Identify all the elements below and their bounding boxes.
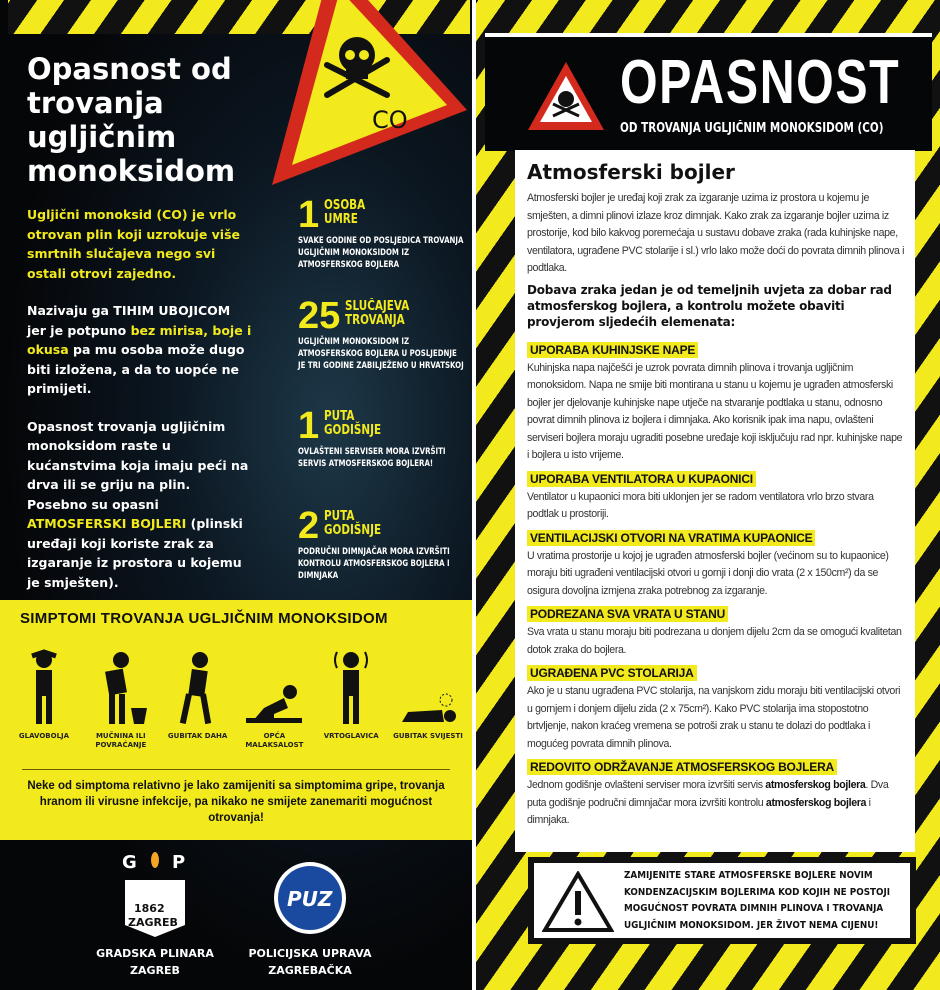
- text: (plinski uređaji koji koriste zrak za izgaranje iz prostora u kojemu je smješten).: [27, 516, 243, 590]
- intro-paragraph: Ugljični monoksid (CO) je vrlo otrovan plin koji uzrokuje više smrtnih slučajeva nego svi ostali otrovi zajedno.: [27, 207, 241, 281]
- header-title: OPASNOST: [620, 48, 901, 117]
- symptom-nausea: [85, 648, 157, 750]
- header-subtitle: OD TROVANJA UGLJIČNIM MONOKSIDOM (CO): [620, 121, 884, 136]
- stat-chimney: [298, 505, 468, 582]
- symptom-label: OPĆA MALAKSALOST: [245, 732, 304, 749]
- logo-gradska-plinara: [70, 850, 240, 979]
- stat-number: 1: [298, 194, 320, 236]
- stat-label-line: GODIŠNJE: [324, 423, 382, 438]
- subsection-text: Sva vrata u stanu moraju biti podrezana u donjem dijelu 2cm da se omogući kvalitetan dotok zraka do bojlera.: [527, 626, 902, 656]
- stat-label-line: TROVANJA: [345, 313, 406, 328]
- highlight-text: bez mirisa, boje i okusa: [27, 322, 252, 357]
- subsection-title: VENTILACIJSKI OTVORI NA VRATIMA KUPAONICE: [527, 530, 815, 546]
- warning-line: ZAMIJENITE STARE ATMOSFERSKE BOJLERE NOVIM: [624, 870, 873, 881]
- stat-desc: UGLJIČNIM MONOKSIDOM IZ ATMOSFERSKOG BOJLERA U POSLJEDNJE JE TRI GODINE ZABILJEŽENO U HRVATSKOJ: [298, 337, 464, 371]
- stat-label-line: UMRE: [324, 212, 359, 227]
- headache-figure-icon: [14, 648, 74, 726]
- skull-warning-sign-icon: [262, 0, 472, 190]
- dizziness-figure-icon: [321, 648, 381, 726]
- stat-desc: PODRUČNI DIMNJAČAR MORA IZVRŠITI KONTROLU ATMOSFERSKOG BOJLERA I DIMNJAKA: [298, 547, 450, 581]
- stat-label-line: GODIŠNJE: [324, 523, 382, 538]
- symptom-unconscious: [392, 648, 464, 750]
- content-box: [515, 150, 915, 852]
- subsection-title: UPORABA VENTILATORA U KUPAONICI: [527, 471, 756, 487]
- subsection-text: Ako je u stanu ugrađena PVC stolarija, na vanjskom zidu moraju biti ventilacijski otvori u gornjem i donjem dijelu zida (2 x 75cm²). Kako PVC stolarija ima stopostotno brtvljenje, nakon kraćeg vremena se potroši zrak u stanu te dolazi do podtlaka i mogućeg povrata dimnih plinova.: [527, 685, 901, 750]
- subsection-title: UPORABA KUHINJSKE NAPE: [527, 342, 698, 358]
- header-banner: [485, 33, 932, 151]
- logo-name: GRADSKA PLINARA: [96, 947, 214, 960]
- stat-label-line: OSOBA: [324, 198, 366, 213]
- stat-desc: SVAKE GODINE OD POSLJEDICA TROVANJA UGLJIČNIM MONOKSIDOM IZ ATMOSFERSKOG BOJLERA: [298, 236, 464, 270]
- stat-label: [324, 199, 365, 227]
- stat-label-line: SLUČAJEVA: [345, 299, 410, 314]
- skull-warning-icon: [525, 59, 607, 133]
- warning-box: [528, 857, 916, 944]
- stat-label: [324, 410, 381, 438]
- exclamation-warning-icon: [542, 871, 614, 933]
- gradska-plinara-logo-icon: [120, 850, 190, 940]
- symptom-label: MUČNINA ILI POVRAĆANJE: [95, 732, 147, 749]
- logo-letters: PUZ: [287, 887, 333, 911]
- stat-service: [298, 405, 468, 470]
- warning-line: UGLJIČNIM MONOKSIDOM. JER ŽIVOT NEMA CIJENU!: [624, 919, 879, 931]
- stat-deaths: [298, 194, 468, 271]
- stat-cases: [298, 295, 468, 372]
- breath-loss-figure-icon: [168, 648, 228, 726]
- subsection-title: UGRAĐENA PVC STOLARIJA: [527, 665, 697, 681]
- intro-text: [27, 205, 252, 610]
- subsection-text: U vratima prostorije u kojoj je ugrađen atmosferski bojler (većinom su to kupaonice) moraju biti ugrađeni ventilacijski otvori u gornji i donji dio vrata (2 x 150cm²) da se osigura dovoljna izmjena zraka potrebnog za izgaranje.: [527, 549, 889, 597]
- subsection-title: REDOVITO ODRŽAVANJE ATMOSFERSKOG BOJLERA: [527, 759, 837, 775]
- symptom-label: GUBITAK SVIJESTI: [393, 732, 463, 740]
- stat-label-line: PUTA: [324, 409, 355, 424]
- symptom-label: VRTOGLAVICA: [323, 732, 379, 740]
- symptoms-note: Neke od simptoma relativno je lako zamijeniti sa simptomima gripe, trovanja hranom ili virusne infekcije, pa nikako ne smijete zanemariti mogućnost otrovanja!: [27, 780, 445, 824]
- unconscious-figure-icon: [398, 648, 458, 726]
- subsection-title: PODREZANA SVA VRATA U STANU: [527, 606, 728, 622]
- warning-line: MOGUĆNOST POVRATA DIMNIH PLINOVA I TROVANJA: [624, 903, 884, 914]
- subsection-text: Kuhinjska napa najčešći je uzrok povrata dimnih plinova i trovanja ugljičnim monoksidom. Napa ne smije biti montirana u stanu u kojemu je ugrađen atmosferski bojler jer djelovanje kuhinjske nape utječe na stvaranje podtlaka u stanu, odnosno povrat dimnih plinova iz bojlera i dimnjaka. Ako korisnik ipak ima napu, ovlašteni serviseri bojlera moraju ugraditi posebne uređaje koji isključuju rad npr. kuhinjske nape i bojlera u isto vrijeme.: [527, 361, 903, 461]
- nausea-figure-icon: [91, 648, 151, 726]
- symptom-breath: [162, 648, 234, 750]
- symptom-weakness: [238, 648, 310, 750]
- subsection-text: Ventilator u kupaonici mora biti uklonjen jer se radom ventilatora vrlo brzo stvara podtlak u prostoriji.: [527, 490, 874, 520]
- stat-number: 1: [298, 405, 320, 447]
- logo-city: ZAGREB: [128, 916, 178, 929]
- stat-number: 25: [298, 295, 341, 337]
- intro-paragraph: [27, 301, 252, 399]
- text: pa mu osoba može dugo biti izložena, a da to uopće ne primijeti.: [27, 342, 245, 396]
- svg-text:P: P: [172, 852, 186, 873]
- svg-text:G: G: [122, 852, 137, 873]
- stat-number: 2: [298, 505, 320, 547]
- stat-label: [345, 300, 409, 328]
- bold-text: atmosferskog bojlera: [765, 796, 867, 809]
- intro-paragraph: Atmosferski bojler je uređaj koji zrak za izgaranje uzima iz prostora u kojemu je smješten, a dimni plinovi izlaze kroz dimnjak. Kako zrak za izgaranje bojler uzima iz prostorije, kod bilo kakvog poremećaja u sustavu dobave zraka (rada kuhinjske nape, ventilatora, ugrađene PVC stolarije i sl.) vrlo lako može doći do povrata dimnih plinova i podtlaka.: [527, 192, 905, 274]
- logo-name: POLICIJSKA UPRAVA: [248, 947, 372, 960]
- symptom-headache: [8, 648, 80, 750]
- text: Opasnost trovanja ugljičnim monoksidom raste u kućanstvima koja imaju peći na drva ili se griju na plin. Posebno su opasni: [27, 418, 249, 512]
- divider: [22, 769, 450, 770]
- logo-name: ZAGREBAČKA: [268, 964, 352, 977]
- text: Nazivaju ga TIHIM UBOJICOM jer je potpuno: [27, 303, 231, 338]
- section-heading: Atmosferski bojler: [527, 160, 735, 184]
- text: Jednom godišnje ovlašteni serviser mora izvršiti servis: [527, 779, 766, 791]
- text: i dimnjaka.: [527, 796, 871, 826]
- page-title: Opasnost od trovanja ugljičnim monoksidom: [27, 52, 236, 188]
- co-label: CO: [372, 106, 408, 134]
- subsection-text: [527, 777, 905, 830]
- warning-line: KONDENZACIJSKIM BOJLERIMA KOD KOJIH NE POSTOJI: [624, 886, 891, 898]
- stat-label-line: PUTA: [324, 509, 355, 524]
- logo-name: ZAGREB: [130, 964, 180, 977]
- weakness-figure-icon: [244, 648, 304, 726]
- police-badge-icon: [265, 850, 355, 940]
- bold-text: atmosferskog bojlera: [765, 779, 866, 791]
- symptom-label: GLAVOBOLJA: [18, 732, 70, 740]
- highlight-text: ATMOSFERSKI BOJLERI: [27, 516, 187, 531]
- intro-paragraph: [27, 417, 252, 593]
- symptom-label: GUBITAK DAHA: [167, 732, 228, 740]
- symptom-dizziness: [315, 648, 387, 750]
- stat-desc: OVLAŠTENI SERVISER MORA IZVRŠITI SERVIS ATMOSFERSKOG BOJLERA!: [298, 447, 446, 469]
- warning-text: [624, 868, 891, 934]
- symptoms-section: [0, 600, 472, 840]
- logo-policija: [225, 850, 395, 979]
- symptoms-title: SIMPTOMI TROVANJA UGLJIČNIM MONOKSIDOM: [20, 610, 388, 627]
- stat-label: [324, 510, 381, 538]
- lead-text: Dobava zraka jedan je od temeljnih uvjeta za dobar rad atmosferskog bojlera, a kontrolu možete obaviti provjerom sljedećih elemenata:: [527, 282, 892, 329]
- text: . Dva puta godišnje područni dimnjačar mora izvršiti kontrolu: [527, 779, 889, 809]
- logo-year: 1862: [134, 902, 165, 915]
